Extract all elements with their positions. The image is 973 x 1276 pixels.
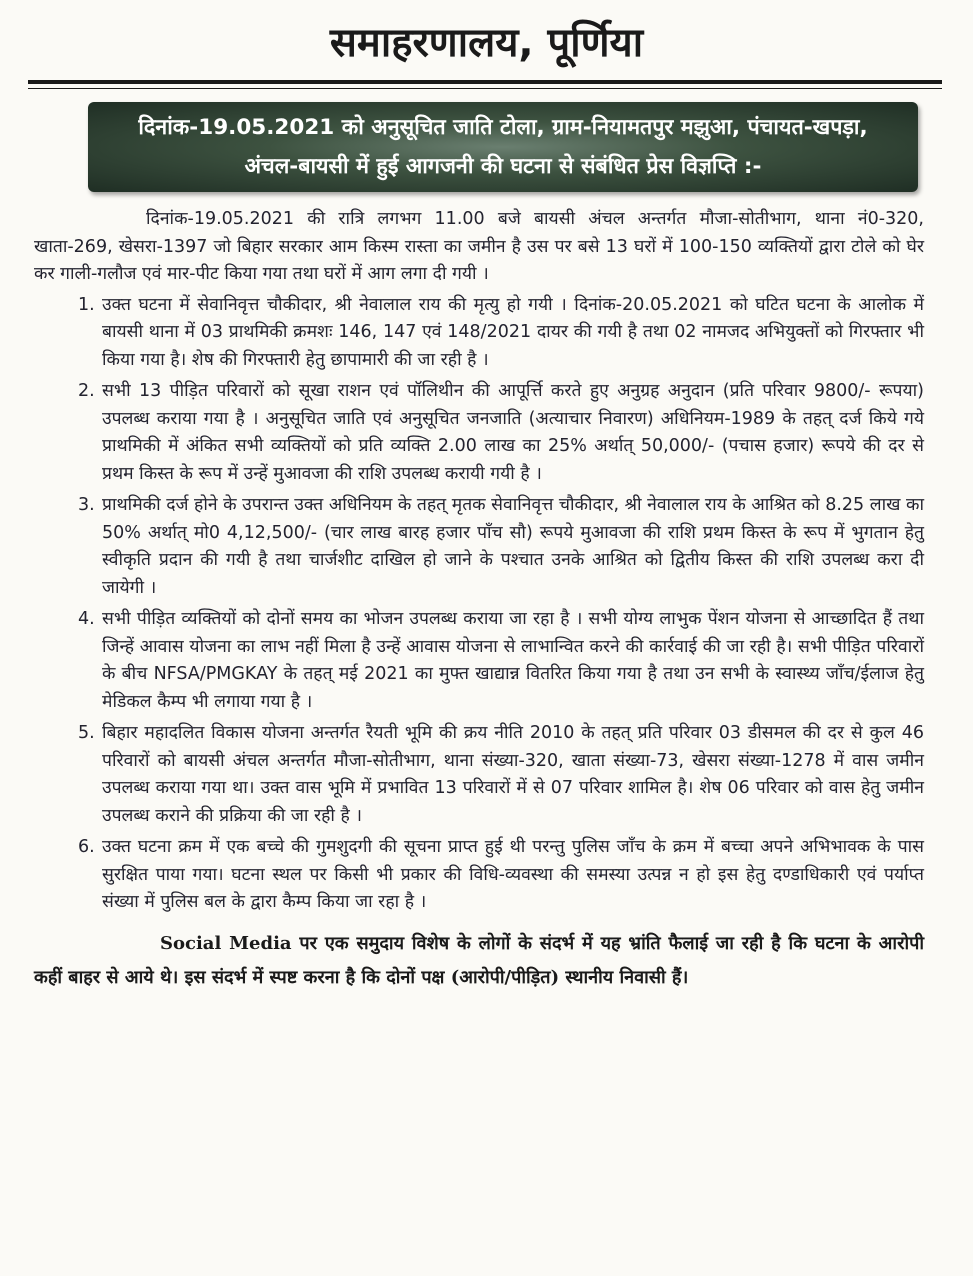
point-number: 2. [78, 381, 95, 401]
point-number: 4. [78, 609, 95, 629]
point-text: बिहार महादलित विकास योजना अन्तर्गत रैयती भूमि की क्रय नीति 2010 के तहत् प्रति परिवार 03 डीसमल की दर से कुल 46 परिवारों को बायसी अंचल अन्तर्गत मौजा-सोतीभाग, थाना संख्या-320, खाता संख्या-73, खेसरा संख्या-1278 में वास जमीन उपलब्ध कराया गया था। उक्त वास भूमि में प्रभावित 13 परिवारों में से 07 परिवार शामिल है। शेष 06 परिवार को वास हेतु जमीन उपलब्ध कराने की प्रक्रिया की जा रही है । [102, 723, 924, 826]
point-number: 1. [78, 294, 95, 315]
list-item [34, 720, 924, 830]
subject-line-2: अंचल-बायसी में हुई आगजनी की घटना से संबंधित प्रेस विज्ञप्ति :- [244, 154, 762, 179]
list-item [34, 292, 924, 375]
closing-statement: Social Media पर एक समुदाय विशेष के लोगों के संदर्भ में यह भ्रांति फैलाई जा रही है कि घटना के आरोपी कहीं बाहर से आये थे। इस संदर्भ में स्पष्ट करना है कि दोनों पक्ष (आरोपी/पीड़ित) स्थानीय निवासी हैं। [34, 932, 924, 988]
subject-banner [88, 102, 918, 192]
title-rule-thick [28, 80, 942, 84]
point-text: सभी पीड़ित व्यक्तियों को दोनों समय का भोजन उपलब्ध कराया जा रहा है । सभी योग्य लाभुक पेंशन योजना से आच्छादित हैं तथा जिन्हें आवास योजना का लाभ नहीं मिला है उन्हें आवास योजना से लाभान्वित करने की कार्रवाई की जा रही है। सभी पीड़ित परिवारों के बीच NFSA/PMGKAY के तहत् मई 2021 का मुफ्त खाद्यान्न वितरित किया गया है तथा उन सभी के स्वास्थ्य जाँच/ईलाज हेतु मेडिकल कैम्प भी लगाया गया है । [102, 609, 924, 712]
intro-paragraph: दिनांक-19.05.2021 की रात्रि लगभग 11.00 बजे बायसी अंचल अन्तर्गत मौजा-सोतीभाग, थाना नं0-320, खाता-269, खेसरा-1397 जो बिहार सरकार आम किस्म रास्ता का जमीन है उस पर बसे 13 घरों में 100-150 व्यक्तियों द्वारा टोले को घेर कर गाली-गलौज एवं मार-पीट किया गया तथा घरों में आग लगा दी गयी । [34, 209, 924, 284]
subject-line-1: दिनांक-19.05.2021 को अनुसूचित जाति टोला, ग्राम-नियामतपुर मझुआ, पंचायत-खपड़ा, [138, 115, 868, 140]
point-number: 6. [78, 837, 95, 857]
point-number: 3. [78, 495, 95, 515]
title-rule-thin [28, 88, 942, 89]
point-text: उक्त घटना में सेवानिवृत्त चौकीदार, श्री नेवालाल राय की मृत्यु हो गयी । दिनांक-20.05.2021 को घटित घटना के आलोक में बायसी थाना में 03 प्राथमिकी क्रमशः 146, 147 एवं 148/2021 दायर की गयी है तथा 02 नामजद अभियुक्तों को गिरफ्तार भी किया गया है। शेष की गिरफ्तारी हेतु छापामारी की जा रही है । [102, 294, 924, 370]
list-item [34, 834, 924, 917]
list-item [34, 378, 924, 488]
list-item [34, 492, 924, 602]
point-text: सभी 13 पीड़ित परिवारों को सूखा राशन एवं पॉलिथीन की आपूर्त्ति करते हुए अनुग्रह अनुदान (प्रति परिवार 9800/- रूपया) उपलब्ध कराया गया है । अनुसूचित जाति एवं अनुसूचित जनजाति (अत्याचार निवारण) अधिनियम-1989 के तहत् दर्ज किये गये प्राथमिकी में अंकित सभी व्यक्तियों को प्रति व्यक्ति 2.00 लाख का 25% अर्थात् 50,000/- (पचास हजार) रूपये की दर से प्रथम किस्त के रूप में उन्हें मुआवजा की राशि उपलब्ध करायी गयी है । [102, 381, 924, 484]
point-text: प्राथमिकी दर्ज होने के उपरान्त उक्त अधिनियम के तहत् मृतक सेवानिवृत्त चौकीदार, श्री नेवालाल राय के आश्रित को 8.25 लाख का 50% अर्थात् मो0 4,12,500/- (चार लाख बारह हजार पाँच सौ) रूपये मुआवजा की राशि प्रथम किस्त के रूप में भुगतान हेतु स्वीकृति प्रदान की गयी है तथा चार्जशीट दाखिल हो जाने के पश्चात उनके आश्रित को द्वितीय किस्त की राशि उपलब्ध करा दी जायेगी । [102, 495, 924, 598]
release-body [34, 206, 924, 995]
office-title: समाहरणालय, पूर्णिया [329, 20, 644, 66]
point-text: उक्त घटना क्रम में एक बच्चे की गुमशुदगी की सूचना प्राप्त हुई थी परन्तु पुलिस जाँच के क्रम में बच्चा अपने अभिभावक के पास सुरक्षित पाया गया। घटना स्थल पर किसी भी प्रकार की विधि-व्यवस्था की समस्या उत्पन्न न हो इस हेतु दण्डाधिकारी एवं पर्याप्त संख्या में पुलिस बल के द्वारा कैम्प किया जा रहा है । [102, 837, 924, 912]
points-list [34, 292, 924, 917]
point-number: 5. [78, 723, 95, 743]
list-item [34, 606, 924, 716]
